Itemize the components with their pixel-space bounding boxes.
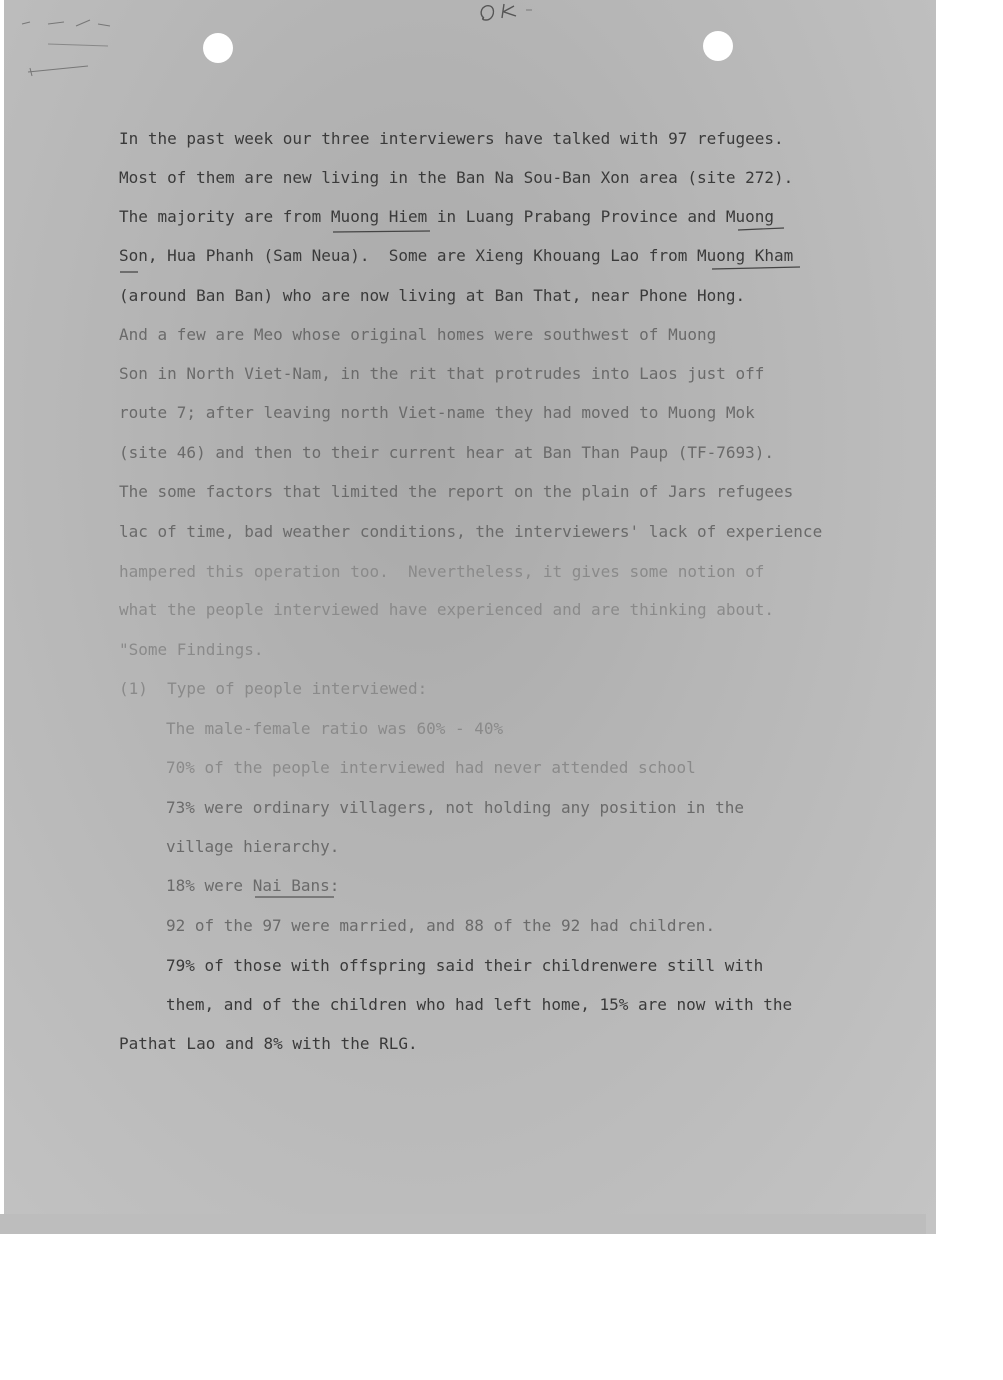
text-line: Son in North Viet-Nam, in the rit that protrudes into Laos just off — [119, 364, 765, 383]
text-line: The majority are from Muong Hiem in Luang Prabang Province and Muong — [119, 207, 775, 226]
text-line: The some factors that limited the report on the plain of Jars refugees — [119, 482, 794, 501]
finding-line: 18% were Nai Bans: — [166, 876, 340, 895]
findings-heading: (1) Type of people interviewed: — [119, 679, 428, 698]
text-line: what the people interviewed have experienced and are thinking about. — [119, 600, 775, 619]
text-line: In the past week our three interviewers have talked with 97 refugees. — [119, 129, 784, 148]
finding-line: The male-female ratio was 60% - 40% — [166, 719, 504, 738]
finding-line: village hierarchy. — [166, 837, 340, 856]
text-line: And a few are Meo whose original homes were southwest of Muong — [119, 325, 717, 344]
finding-line: 73% were ordinary villagers, not holding any position in the — [166, 798, 744, 817]
text-line: lac of time, bad weather conditions, the interviewers' lack of experience — [119, 522, 823, 541]
text-line: Most of them are new living in the Ban Na Sou-Ban Xon area (site 272). — [119, 168, 794, 187]
finding-line: 70% of the people interviewed had never attended school — [166, 758, 696, 777]
finding-line: 92 of the 97 were married, and 88 of the 92 had children. — [166, 916, 716, 935]
text-line: "Some Findings. — [119, 640, 264, 659]
finding-line: 79% of those with offspring said their childrenwere still with — [166, 956, 764, 975]
text-line: (around Ban Ban) who are now living at Ban That, near Phone Hong. — [119, 286, 746, 305]
finding-line: them, and of the children who had left home, 15% are now with the — [166, 995, 793, 1014]
text-line: hampered this operation too. Nevertheless, it gives some notion of — [119, 562, 765, 581]
text-line: Son, Hua Phanh (Sam Neua). Some are Xieng Khouang Lao from Muong Kham — [119, 246, 794, 265]
text-line: route 7; after leaving north Viet-name they had moved to Muong Mok — [119, 403, 755, 422]
closing-line: Pathat Lao and 8% with the RLG. — [119, 1034, 418, 1053]
text-line: (site 46) and then to their current hear at Ban Than Paup (TF-7693). — [119, 443, 775, 462]
